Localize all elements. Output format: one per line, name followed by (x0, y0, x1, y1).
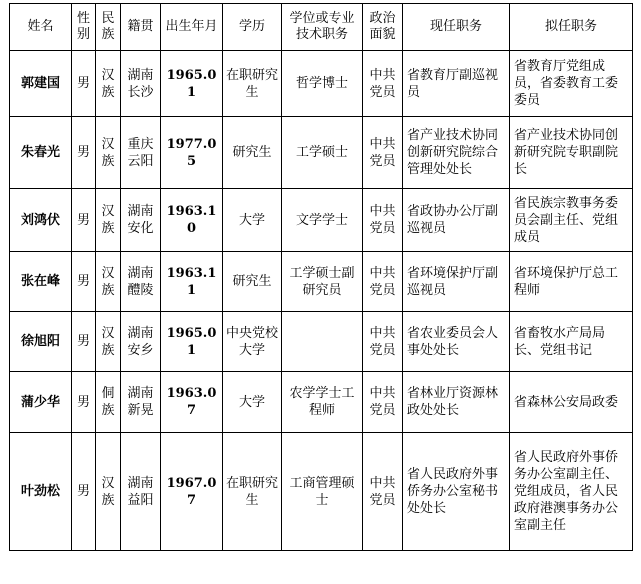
table-row (10, 117, 633, 189)
cell-current-post: 省产业技术协同创新研究院综合管理处处长 (403, 117, 510, 189)
header-degree: 学位或专业技术职务 (282, 4, 363, 51)
cell-birth: 1963.07 (161, 372, 223, 433)
cell-name: 朱春光 (10, 117, 72, 189)
cell-gender: 男 (72, 189, 96, 252)
cell-degree: 文学学士 (282, 189, 363, 252)
cell-name: 张在峰 (10, 252, 72, 312)
cell-ethnicity: 汉族 (96, 189, 121, 252)
cell-education: 中央党校大学 (223, 312, 282, 372)
table-row (10, 372, 633, 433)
header-proposed-post: 拟任职务 (510, 4, 633, 51)
cell-current-post: 省农业委员会人事处处长 (403, 312, 510, 372)
cell-party: 中共党员 (363, 252, 403, 312)
cell-current-post: 省教育厅副巡视员 (403, 51, 510, 117)
header-party: 政治面貌 (363, 4, 403, 51)
cell-name: 刘鸿伏 (10, 189, 72, 252)
cell-origin: 湖南安化 (121, 189, 161, 252)
cell-birth: 1977.05 (161, 117, 223, 189)
cell-degree: 农学学士工程师 (282, 372, 363, 433)
cell-degree (282, 312, 363, 372)
cell-origin: 湖南长沙 (121, 51, 161, 117)
cell-party: 中共党员 (363, 51, 403, 117)
cell-proposed-post: 省人民政府外事侨务办公室副主任、党组成员，省人民政府港澳事务办公室副主任 (510, 433, 633, 551)
header-current-post: 现任职务 (403, 4, 510, 51)
cell-birth: 1965.01 (161, 312, 223, 372)
cell-birth: 1963.11 (161, 252, 223, 312)
cell-proposed-post: 省产业技术协同创新研究院专职副院长 (510, 117, 633, 189)
cell-education: 在职研究生 (223, 51, 282, 117)
table-row (10, 51, 633, 117)
header-birth: 出生年月 (161, 4, 223, 51)
cell-gender: 男 (72, 433, 96, 551)
cell-ethnicity: 汉族 (96, 312, 121, 372)
header-ethnicity: 民族 (96, 4, 121, 51)
cell-degree: 工商管理硕士 (282, 433, 363, 551)
cell-current-post: 省政协办公厅副巡视员 (403, 189, 510, 252)
table-row (10, 312, 633, 372)
cell-gender: 男 (72, 312, 96, 372)
cell-proposed-post: 省教育厅党组成员，省委教育工委委员 (510, 51, 633, 117)
table-row (10, 189, 633, 252)
cell-gender: 男 (72, 117, 96, 189)
cell-party: 中共党员 (363, 189, 403, 252)
cell-gender: 男 (72, 252, 96, 312)
cell-name: 叶劲松 (10, 433, 72, 551)
cell-proposed-post: 省畜牧水产局局长、党组书记 (510, 312, 633, 372)
cell-ethnicity: 汉族 (96, 433, 121, 551)
header-name: 姓名 (10, 4, 72, 51)
cell-degree: 工学硕士副研究员 (282, 252, 363, 312)
cell-current-post: 省环境保护厅副巡视员 (403, 252, 510, 312)
cell-ethnicity: 汉族 (96, 51, 121, 117)
cell-gender: 男 (72, 372, 96, 433)
cell-ethnicity: 汉族 (96, 117, 121, 189)
cell-gender: 男 (72, 51, 96, 117)
cell-origin: 湖南益阳 (121, 433, 161, 551)
cell-party: 中共党员 (363, 312, 403, 372)
cell-ethnicity: 汉族 (96, 252, 121, 312)
cell-ethnicity: 侗族 (96, 372, 121, 433)
cell-party: 中共党员 (363, 372, 403, 433)
cell-proposed-post: 省民族宗教事务委员会副主任、党组成员 (510, 189, 633, 252)
header-row (10, 4, 633, 51)
cell-birth: 1967.07 (161, 433, 223, 551)
cell-name: 徐旭阳 (10, 312, 72, 372)
table-row (10, 252, 633, 312)
cell-degree: 哲学博士 (282, 51, 363, 117)
cell-current-post: 省人民政府外事侨务办公室秘书处处长 (403, 433, 510, 551)
header-education: 学历 (223, 4, 282, 51)
cell-origin: 湖南安乡 (121, 312, 161, 372)
cell-education: 大学 (223, 189, 282, 252)
cell-education: 在职研究生 (223, 433, 282, 551)
cell-education: 研究生 (223, 252, 282, 312)
cell-education: 大学 (223, 372, 282, 433)
cell-origin: 湖南新晃 (121, 372, 161, 433)
header-origin: 籍贯 (121, 4, 161, 51)
cell-proposed-post: 省环境保护厅总工程师 (510, 252, 633, 312)
cell-proposed-post: 省森林公安局政委 (510, 372, 633, 433)
table-row (10, 433, 633, 551)
header-gender: 性别 (72, 4, 96, 51)
cell-current-post: 省林业厅资源林政处处长 (403, 372, 510, 433)
cell-origin: 湖南醴陵 (121, 252, 161, 312)
page (9, 3, 633, 551)
cell-name: 郭建国 (10, 51, 72, 117)
cadre-table (9, 3, 633, 551)
cell-birth: 1963.10 (161, 189, 223, 252)
cell-party: 中共党员 (363, 117, 403, 189)
cell-birth: 1965.01 (161, 51, 223, 117)
cell-education: 研究生 (223, 117, 282, 189)
cell-name: 蒲少华 (10, 372, 72, 433)
cell-degree: 工学硕士 (282, 117, 363, 189)
cell-origin: 重庆云阳 (121, 117, 161, 189)
cell-party: 中共党员 (363, 433, 403, 551)
